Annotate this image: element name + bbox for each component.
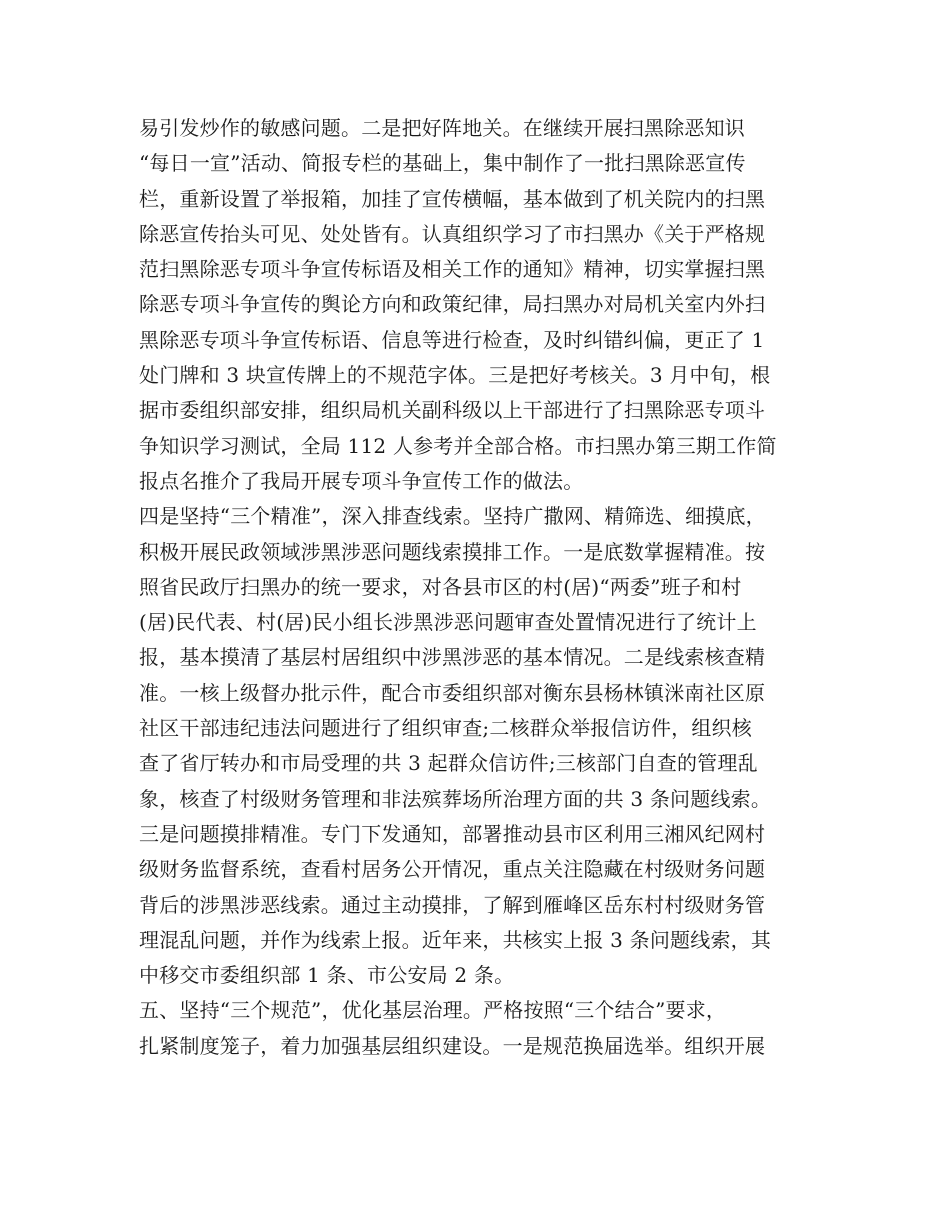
text-line: 查了省厅转办和市局受理的共 3 起群众信访件;三核部门自查的管理乱 (139, 751, 758, 776)
text-line: 四是坚持“三个精准”，深入排查线索。坚持广撒网、精筛选、细摸底， (139, 504, 766, 529)
text-line: 背后的涉黑涉恶线索。通过主动摸排，了解到雁峰区岳东村村级财务管 (139, 892, 766, 917)
text-line: 扎紧制度笼子，着力加强基层组织建设。一是规范换届选举。组织开展 (139, 1033, 766, 1058)
text-line: 范扫黑除恶专项斗争宣传标语及相关工作的通知》精神，切实掌握扫黑 (139, 257, 766, 282)
text-line: 级财务监督系统，查看村居务公开情况，重点关注隐藏在村级财务问题 (139, 857, 766, 882)
text-line: 中移交市委组织部 1 条、市公安局 2 条。 (139, 963, 515, 988)
text-line: 栏，重新设置了举报箱，加挂了宣传横幅，基本做到了机关院内的扫黑 (139, 186, 766, 211)
text-line: 象，核查了村级财务管理和非法殡葬场所治理方面的共 3 条问题线索。 (139, 786, 772, 811)
text-line: 报，基本摸清了基层村居组织中涉黑涉恶的基本情况。二是线索核查精 (139, 645, 766, 670)
text-line: 三是问题摸排精准。专门下发通知，部署推动县市区利用三湘风纪网村 (139, 821, 766, 846)
text-line: (居)民代表、村(居)民小组长涉黑涉恶问题审查处置情况进行了统计上 (139, 610, 757, 635)
text-line: 五、坚持“三个规范”，优化基层治理。严格按照“三个结合”要求， (139, 998, 727, 1023)
text-line: 理混乱问题，并作为线索上报。近年来，共核实上报 3 条问题线索，其 (139, 927, 772, 952)
text-line: 照省民政厅扫黑办的统一要求，对各县市区的村(居)“两委”班子和村 (139, 574, 742, 599)
text-line: 易引发炒作的敏感问题。二是把好阵地关。在继续开展扫黑除恶知识 (139, 116, 745, 140)
text-line: 除恶专项斗争宣传的舆论方向和政策纪律，局扫黑办对局机关室内外扫 (139, 292, 766, 317)
body-text (139, 111, 829, 1064)
text-line: 报点名推介了我局开展专项斗争宣传工作的做法。 (139, 468, 584, 493)
text-line: “每日一宣”活动、简报专栏的基础上，集中制作了一批扫黑除恶宣传 (139, 151, 746, 176)
text-line: 据市委组织部安排，组织局机关副科级以上干部进行了扫黑除恶专项斗 (139, 398, 766, 423)
text-line: 处门牌和 3 块宣传牌上的不规范字体。三是把好考核关。3 月中旬，根 (139, 363, 771, 388)
text-line: 积极开展民政领域涉黑涉恶问题线索摸排工作。一是底数掌握精准。按 (139, 539, 766, 564)
text-line: 准。一核上级督办批示件，配合市委组织部对衡东县杨林镇洣南社区原 (139, 680, 766, 705)
text-line: 争知识学习测试，全局 112 人参考并全部合格。市扫黑办第三期工作简 (139, 433, 777, 458)
text-line: 除恶宣传抬头可见、处处皆有。认真组织学习了市扫黑办《关于严格规 (139, 221, 766, 246)
text-line: 社区干部违纪违法问题进行了组织审查;二核群众举报信访件，组织核 (139, 716, 752, 741)
text-line: 黑除恶专项斗争宣传标语、信息等进行检查，及时纠错纠偏，更正了 1 (139, 327, 765, 352)
